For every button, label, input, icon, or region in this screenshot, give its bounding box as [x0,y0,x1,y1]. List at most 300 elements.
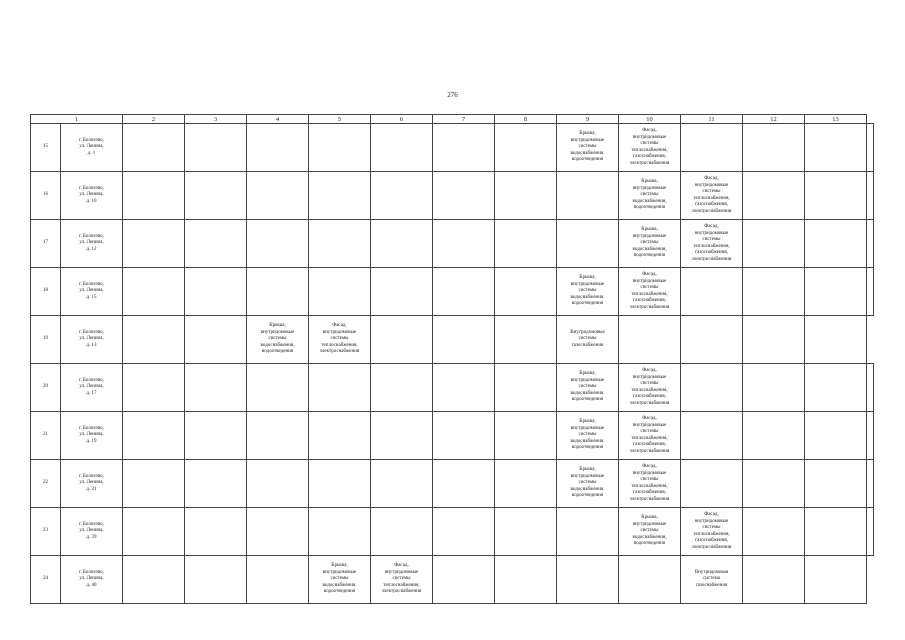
table-row [31,172,874,220]
table-row [31,220,874,268]
work-cell [619,220,681,268]
work-line: водоотведения [633,205,666,211]
work-cell [185,364,247,412]
header-cell: 5 [309,115,371,124]
work-line: системы [640,528,659,534]
work-cell [309,172,371,220]
work-line: водоотведения [571,397,604,403]
work-cell [743,220,805,268]
address-line: д. 12 [86,246,97,252]
header-cell: 13 [805,115,867,124]
address-line: д. 13 [86,342,97,348]
work-cell [247,220,309,268]
work-line: теплоснабжения, [321,342,358,348]
address-line: ул. Ленина, [79,288,104,294]
work-line: системы [578,336,597,342]
work-line: внутридомовые [570,137,605,143]
work-cell [309,364,371,412]
work-cell [371,364,433,412]
work-cell [557,556,619,604]
work-line: водоотведения [571,301,604,307]
work-line: Фасад, [642,128,657,133]
work-cell [371,556,433,604]
row-number: 24 [31,556,61,604]
work-line: системы [578,480,597,486]
work-cell [371,172,433,220]
work-line: Внутридомовая [694,569,729,575]
work-cell [681,172,743,220]
work-cell [743,172,805,220]
work-cell [619,460,681,508]
work-cell [123,316,185,364]
address-cell [61,508,123,556]
row-number: 21 [31,412,61,460]
address-cell [61,172,123,220]
header-row [31,115,874,124]
work-cell [247,124,309,172]
work-cell [185,124,247,172]
work-cell [619,556,681,604]
work-cell [309,556,371,604]
address-line: г. Болохово, [78,569,105,575]
work-line: теплоснабжения, [693,195,730,201]
work-line: Крыша, [641,179,658,185]
work-cell [805,124,867,172]
work-cell [309,316,371,364]
work-line: электроснабжения [629,160,670,166]
row-number: 20 [31,364,61,412]
work-line: внутридомовые [694,230,729,236]
work-cell [123,220,185,268]
work-line: теплоснабжения, [383,582,420,588]
work-line: системы [268,336,287,342]
address-line: г. Болохово, [78,425,105,431]
work-cell [495,556,557,604]
work-line: водоснабжения, [632,246,667,252]
work-line: электроснабжения [629,496,670,502]
work-cell [681,316,743,364]
work-cell [867,460,874,508]
work-cell [805,364,867,412]
work-cell [185,268,247,316]
work-line: водоснабжения, [570,438,605,444]
work-cell [247,412,309,460]
work-line: водоотведения [571,157,604,163]
work-line: системы [392,576,411,582]
work-line: системы [578,384,597,390]
work-cell [619,316,681,364]
work-cell [867,508,874,556]
work-line: внутридомовые [632,278,667,284]
work-line: системы [330,576,349,582]
address-line: г. Болохово, [78,473,105,479]
work-cell [371,316,433,364]
work-line: система [703,576,720,582]
work-line: внутридомовые [632,470,667,476]
work-line: внутридомовые [322,569,357,575]
work-line: теплоснабжения, [693,243,730,249]
work-line: электроснабжения [691,256,732,262]
work-line: электроснабжения [629,400,670,406]
work-line: внутридомовые [632,521,667,527]
work-cell [805,508,867,556]
work-cell [867,412,874,460]
work-cell [123,412,185,460]
work-line: системы [702,525,721,530]
address-cell [61,412,123,460]
address-line: д. 21 [86,486,97,492]
work-cell [681,364,743,412]
work-line: водоотведения [633,253,666,259]
header-cell: 7 [433,115,495,124]
row-number: 16 [31,172,61,220]
work-cell [247,364,309,412]
work-cell [681,460,743,508]
table-row [31,268,874,316]
work-line: газоснабжения [695,582,728,588]
work-line: водоотведения [261,349,294,355]
work-cell [123,556,185,604]
address-line: д. 15 [86,294,97,300]
work-line: внутридомовые [694,182,729,188]
header-cell: 8 [495,115,557,124]
work-cell [743,364,805,412]
work-cell [495,412,557,460]
address-line: г. Болохово, [78,521,105,527]
work-cell [743,460,805,508]
work-cell [433,268,495,316]
work-line: газоснабжения, [633,154,666,159]
work-cell [495,172,557,220]
work-line: газоснабжения, [633,442,666,447]
address-line: г. Болохово, [78,233,105,239]
work-cell [495,220,557,268]
address-line: г. Болохово, [78,377,105,383]
work-line: Крыша, [641,227,658,233]
work-cell [681,556,743,604]
work-cell [557,316,619,364]
work-cell [185,556,247,604]
work-line: водоотведения [571,445,604,451]
header-cell: 9 [557,115,619,124]
address-cell [61,220,123,268]
address-cell [61,316,123,364]
work-cell [743,556,805,604]
work-line: системы [640,240,659,246]
work-cell [495,364,557,412]
work-line: электроснабжения [381,589,422,595]
address-line: ул. Ленина, [79,144,104,150]
work-line: Фасад, [332,323,347,329]
work-cell [371,220,433,268]
table-row [31,364,874,412]
row-number: 23 [31,508,61,556]
work-line: системы [702,189,721,194]
schedule-table [30,114,874,604]
work-line: электроснабжения [691,544,732,550]
work-cell [867,172,874,220]
work-line: внутридомовые [632,185,667,191]
work-line: водоотведения [571,493,604,499]
work-cell [867,124,874,172]
work-cell [867,220,874,268]
work-cell [371,508,433,556]
work-line: внутридомовые [632,233,667,239]
work-line: газоснабжения, [695,538,728,543]
work-cell [433,172,495,220]
address-line: д. 19 [86,438,97,444]
work-cell [185,508,247,556]
work-line: газоснабжения, [695,202,728,207]
work-cell [247,508,309,556]
work-line: внутридомовые [570,377,605,383]
work-line: внутридомовые [570,473,605,479]
work-cell [619,364,681,412]
work-cell [557,268,619,316]
work-line: Фасад, [642,368,657,373]
header-cell: 2 [123,115,185,124]
work-cell [557,220,619,268]
work-cell [433,460,495,508]
work-cell [247,268,309,316]
header-cell: 1 [31,115,123,124]
work-cell [495,268,557,316]
address-line: д. 39 [86,534,97,540]
header-cell: 11 [681,115,743,124]
work-cell [557,460,619,508]
address-cell [61,460,123,508]
work-line: Крыша, [641,515,658,521]
address-line: д. 10 [86,198,97,204]
work-line: Фасад, [704,224,719,229]
work-cell [805,220,867,268]
work-line: водоснабжения, [570,150,605,156]
work-cell [557,172,619,220]
work-line: водоснабжения, [322,582,357,588]
row-number: 17 [31,220,61,268]
work-cell [433,412,495,460]
work-line: системы [640,285,659,290]
work-cell [123,124,185,172]
work-line: Фасад, [394,563,409,569]
work-line: Фасад, [704,512,719,517]
work-cell [309,412,371,460]
work-cell [433,316,495,364]
row-number: 15 [31,124,61,172]
work-cell [247,460,309,508]
work-line: внутридомовые [384,569,419,575]
work-line: внутридомовые [632,374,667,380]
work-line: водоотведения [323,589,356,595]
work-cell [619,268,681,316]
work-cell [495,124,557,172]
work-cell [433,220,495,268]
work-line: системы [702,237,721,242]
work-line: внутридомовые [632,134,667,140]
work-line: Фасад, [642,272,657,277]
header-cell: 10 [619,115,681,124]
work-line: системы [640,381,659,386]
address-line: ул. Ленина, [79,528,104,534]
address-line: д. 1 [87,150,96,156]
work-cell [805,412,867,460]
work-cell [495,316,557,364]
work-line: водоснабжения, [570,486,605,492]
work-cell [123,508,185,556]
work-line: водоснабжения, [570,294,605,300]
work-cell [681,220,743,268]
header-cell: 3 [185,115,247,124]
table-row [31,124,874,172]
work-cell [805,268,867,316]
work-line: электроснабжения [691,208,732,214]
work-line: системы [578,144,597,150]
work-line: теплоснабжения, [631,147,668,153]
address-cell [61,124,123,172]
address-line: ул. Ленина, [79,576,104,582]
table-row [31,460,874,508]
work-line: водоснабжения, [632,534,667,540]
header-cell: 6 [371,115,433,124]
work-line: электроснабжения [629,304,670,310]
work-cell [247,316,309,364]
work-cell [123,364,185,412]
work-cell [247,556,309,604]
work-cell [371,412,433,460]
work-line: газоснабжения, [633,298,666,303]
work-cell [619,124,681,172]
work-cell [309,460,371,508]
work-line: газоснабжения [571,342,604,348]
work-line: Крыша, [579,131,596,137]
work-cell [557,124,619,172]
work-line: водоснабжения, [260,342,295,348]
address-line: г. Болохово, [78,137,105,143]
work-cell [247,172,309,220]
work-cell [371,268,433,316]
work-cell [433,124,495,172]
work-line: Крыша, [331,563,348,569]
work-cell [743,412,805,460]
work-cell [681,268,743,316]
work-line: внутридомовые [260,329,295,335]
work-cell [805,172,867,220]
header-cell: 12 [743,115,805,124]
work-cell [805,556,867,604]
work-line: газоснабжения, [695,250,728,255]
row-number: 18 [31,268,61,316]
work-line: теплоснабжения, [631,291,668,297]
work-cell [743,124,805,172]
work-line: внутридомовые [632,422,667,428]
page-number: 276 [447,91,458,99]
work-line: системы [640,477,659,482]
work-cell [619,172,681,220]
work-line: водоснабжения, [570,390,605,396]
work-line: Внутридомовые [570,329,605,335]
work-cell [433,364,495,412]
work-cell [371,124,433,172]
work-cell [743,508,805,556]
address-line: ул. Ленина, [79,192,104,198]
work-cell [681,508,743,556]
table-row [31,316,874,364]
work-line: Фасад, [642,464,657,469]
address-line: д. 17 [86,390,97,396]
work-line: теплоснабжения, [631,435,668,441]
work-cell [185,316,247,364]
work-cell [433,508,495,556]
address-cell [61,268,123,316]
address-line: г. Болохово, [78,185,105,191]
work-line: системы [640,141,659,146]
address-line: ул. Ленина, [79,480,104,486]
work-line: газоснабжения, [633,394,666,399]
work-line: водоснабжения, [632,198,667,204]
work-line: Крыша, [579,467,596,473]
work-cell [867,268,874,316]
address-line: ул. Ленина, [79,432,104,438]
work-cell [185,412,247,460]
work-cell [123,268,185,316]
work-cell [557,508,619,556]
work-cell [433,556,495,604]
work-cell [309,220,371,268]
work-cell [185,220,247,268]
table-row [31,412,874,460]
work-line: Крыша, [269,323,286,329]
work-line: внутридомовые [694,518,729,524]
work-cell [185,172,247,220]
address-line: г. Болохово, [78,329,105,335]
work-line: внутридомовые [570,425,605,431]
work-line: газоснабжения, [633,490,666,495]
work-line: водоотведения [633,541,666,547]
work-cell [867,364,874,412]
address-line: г. Болохово, [78,281,105,287]
work-line: системы [578,288,597,294]
row-number: 22 [31,460,61,508]
work-cell [557,364,619,412]
work-cell [681,412,743,460]
address-line: ул. Ленина, [79,384,104,390]
work-cell [309,268,371,316]
work-line: электроснабжения [319,349,360,355]
table-row [31,556,874,604]
work-cell [123,172,185,220]
work-cell [681,124,743,172]
work-cell [805,460,867,508]
work-line: теплоснабжения, [631,387,668,393]
work-line: Фасад, [642,416,657,421]
work-line: теплоснабжения, [631,483,668,489]
work-cell [619,508,681,556]
address-line: ул. Ленина, [79,240,104,246]
work-line: системы [330,336,349,342]
address-line: д. 40 [86,582,97,588]
address-line: ул. Ленина, [79,336,104,342]
work-line: системы [578,432,597,438]
header-cell: 4 [247,115,309,124]
work-cell [185,460,247,508]
row-number: 19 [31,316,61,364]
work-line: внутридомовые [570,281,605,287]
address-cell [61,556,123,604]
work-cell [309,124,371,172]
work-line: Фасад, [704,176,719,181]
work-line: внутридомовые [322,329,357,335]
work-cell [743,268,805,316]
